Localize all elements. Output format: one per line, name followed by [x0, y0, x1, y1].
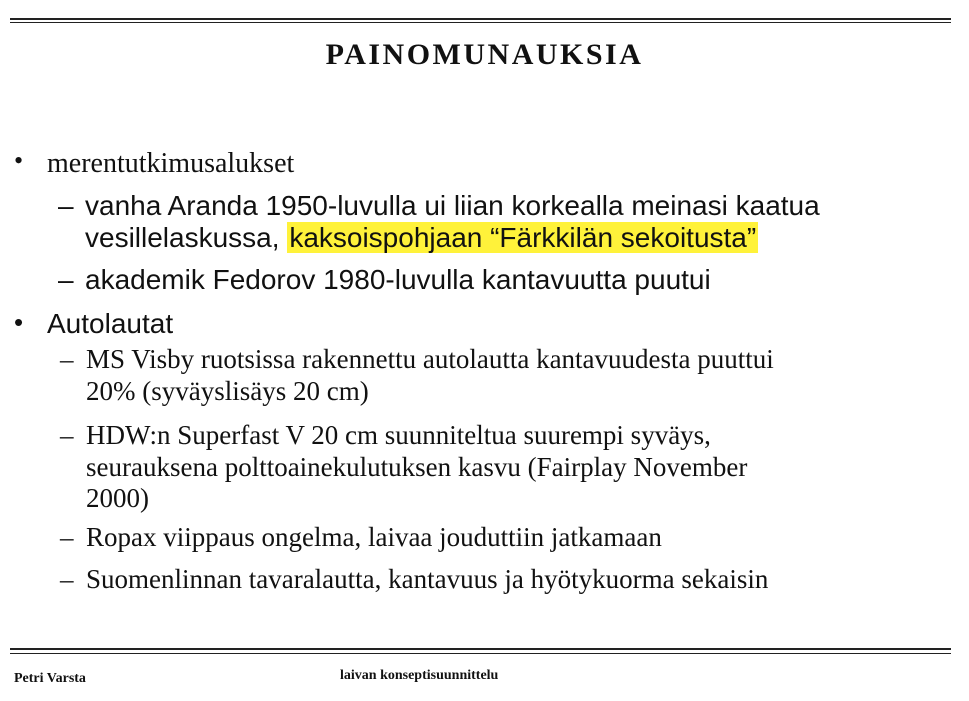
subitem-dash: – [58, 264, 74, 295]
slide-title: PAINOMUNAUKSIA [325, 38, 644, 71]
top-rule-secondary [10, 22, 951, 23]
subitem-line: MS Visby ruotsissa rakennettu autolautta kantavuudesta puuttui [86, 344, 774, 374]
subitem-line: 2000) [86, 483, 149, 513]
footer-course: laivan konseptisuunnittelu [340, 668, 499, 683]
subitem-dash: – [60, 564, 74, 594]
subitem-line-plain: vesillelaskussa, [85, 222, 288, 253]
subitem-dash: – [58, 190, 74, 221]
bullet-label: merentutkimusalukset [47, 148, 295, 179]
top-rule [10, 18, 951, 20]
subitem-line: vanha Aranda 1950-luvulla ui liian korkealla meinasi kaatua [85, 190, 820, 221]
subitem-line: 20% (syväyslisäys 20 cm) [86, 376, 369, 406]
bullet-label: Autolautat [47, 308, 174, 339]
subitem-line: HDW:n Superfast V 20 cm suunniteltua suurempi syväys, [86, 420, 711, 450]
bottom-rule [10, 648, 951, 650]
subitem-line: akademik Fedorov 1980-luvulla kantavuutta puutui [85, 264, 711, 295]
bullet-dot: • [14, 307, 24, 337]
subitem-dash: – [60, 522, 74, 552]
bullet-dot: • [14, 146, 24, 175]
subitem-line: seurauksena polttoainekulutuksen kasvu (Fairplay November [86, 452, 748, 482]
bottom-rule-secondary [10, 653, 951, 654]
subitem-dash: – [60, 344, 74, 374]
subitem-dash: – [60, 420, 74, 450]
highlighted-text: kaksoispohjaan “Färkkilän sekoitusta” [289, 222, 757, 253]
footer-author: Petri Varsta [14, 671, 86, 686]
subitem-line: Ropax viippaus ongelma, laivaa jouduttiin jatkamaan [86, 522, 662, 552]
subitem-line: Suomenlinnan tavaralautta, kantavuus ja hyötykuorma sekaisin [86, 564, 769, 594]
subitem-line [85, 222, 758, 254]
